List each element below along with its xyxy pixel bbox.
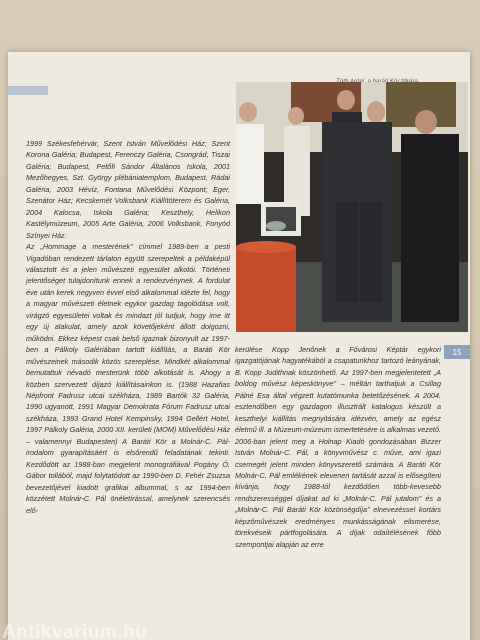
right-text-column bbox=[235, 344, 441, 550]
watermark: Antikvarium.hu bbox=[2, 622, 148, 640]
bookmark-tab bbox=[8, 86, 48, 95]
left-text-column bbox=[26, 138, 230, 516]
body-paragraph: 1999 Székesfehérvár, Szent István Művelődési Ház; Szent Korona Galéria; Budapest, Ferenczy Galéria, Csongrád, Tiszai Galéria; Budapest, Petőfi Sándor Általános Iskola, 2001 Mezőhegyes, Szt. György plébániatemplom, Budapest, Rádai Galéria, 2003 Hévíz, Fontana Művelődési Központ; Eger, Szenátor Ház; Kecskemét Volksbank Kiállítóterem és Galéria, 2004 Kalocsa, Iskola Galéria; Keszthely, Helikon Kastélymúzeum, 2005 Arte Galéria, 2006 Volksbank, Fonyód Színyei Ház. bbox=[26, 139, 230, 240]
body-paragraph: kerülése Kopp Jenőnek a Fővárosi Képtár egykori igazgatójának hagyatékából a csapatunkhoz tartozó leányának, B. Kopp Judithnak köszönhető. Az 1997-ben megjelentetett „A boldog művész képeskönyve" – méltán tarthatjuk a Csillag Pálné Esa által végzett kutatómunka betetőzésének. A 2004. esztendőben egy gazdagon illusztrált katalogus készült a keszthelyi kiállítás megnyitására idézvén, amely az egész életmű ill. a Múzeum-múzeum ismertetésére is alkalmas vezető. 2006-ban jelent meg a Holnap Kiadó gondozásában Bizzer István Molnár-C. Pál, a könyvművész c. műve, ami igazi csemegét jelent minden könyvszerető számára. A Baráti Kör Molnár-C. Pál emlékének elevenen tartását azzal is elősegíteni kívánja, hogy 1988-tól kezdődően több-kevesebb rendszerességgel díjakat ad ki „Molnár-C. Pál jutalom" és a „Molnár-C. Pál Baráti Kör közönségdíja" elnevezéssel kortárs képzőművészek eredményes munkásságának elismerése, törekvéseik pártfogolására. A díjak odaítélésének főbb szempontjai alapján az erre bbox=[235, 345, 441, 549]
page-number: 15 bbox=[444, 345, 470, 359]
body-paragraph: Az „Hommage a mesterének" címmel 1989-ben a pesti Vigadóban rendezett tárlaton együtt szerepeltek a példaképül választott és a jelen művészeti egyesület alkotói. Történeti jelentőséget tulajdonítunk ennek a rendezvénynek. A fordulat éve után kerek negyven évvel első alkalommal idézte fel, hogy a magyar művészeti életnek egykor gazdag tagolódása volt, virágzó egyesületei voltak és mindazt jól tudjuk, hogy ime itt egy új alakulat, amely azok követőjeként állott dolgozni, működni. Ekkez képest csak belső igaznak bizonyult az 1997-ben a Pálkoly Galériában tartott kiállítás, a Baráti Kör művészeinek második közös szereplése. Mindkét alkalommal bemutattuk névadó mesterünk több alkotását is. Ahogy a közben szervezett díjazó kiállításainkon is. (1988 Hazafias Népfront Fadrusz utcai székháza, 1989 Bartók 32 Galéria, 1990 ugyanott, 1991 Magyar Demokrata Fórum Fadrusz utcai székháza, 1993 Grand Hotel Kempinsky, 1994 Gellért Hotel, 1997 Pálkoly Galéria, 2000 XII. kerületi (MOM) Művelődési Ház – valamennyi Budapesten) A Baráti Kör a Molnár-C. Pál-irodalom gyarapításáért is elsőrendű feladatának tekinti. Kezdődött az 1988-ban megjelent monográfiával Pogány Ö. Gábor tollából, majd folytatódott az 1990-ben D. Fehér Zsuzsa bevezetőjével kiadott grafikai albummal, s az 1994-ben közzétett Molnár-C. Pál önéletírással, amelynek szerencsés elő- bbox=[26, 242, 230, 515]
award-ceremony-photo bbox=[236, 82, 468, 332]
book-page bbox=[8, 52, 470, 640]
photo-illustration bbox=[236, 82, 468, 332]
